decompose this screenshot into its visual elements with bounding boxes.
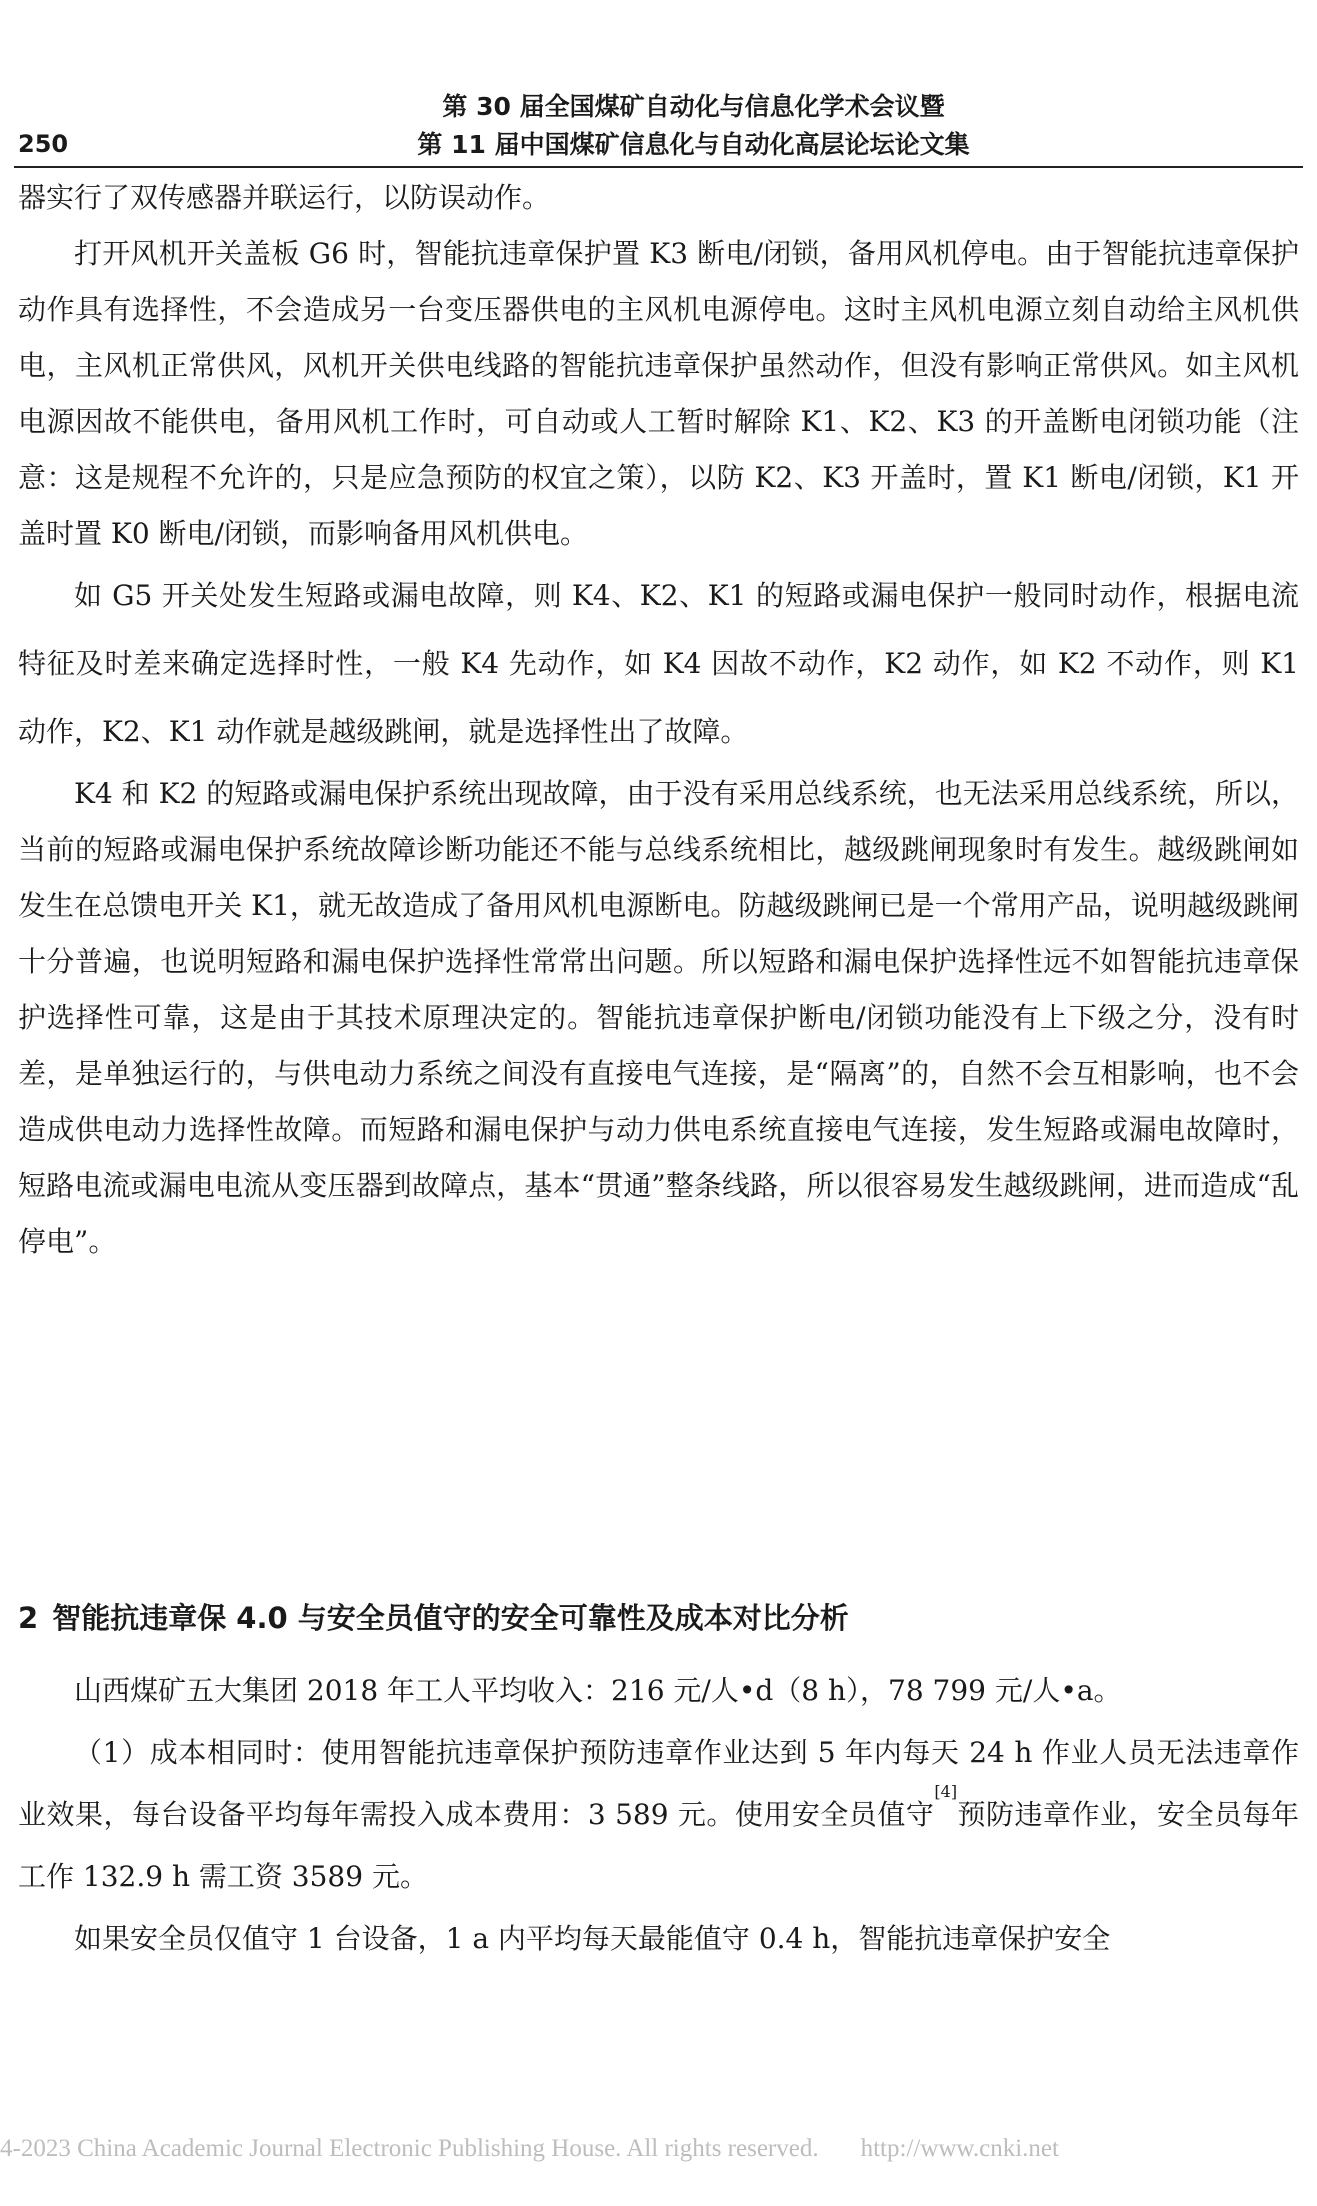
paragraph-text: （1）成本相同时：使用智能抗违章保护预防违章作业达到 5 年内每天 24 h 作业人员无法违章作业效果，每台设备平均每年需投入成本费用：3 589 元。使用安全员值守 (18, 1736, 1299, 1831)
paragraph: 如果安全员仅值守 1 台设备，1 a 内平均每天最能值守 0.4 h，智能抗违章保护安全 (74, 1922, 1111, 1955)
body-text (18, 170, 1299, 1270)
paragraph: 器实行了双传感器并联运行，以防误动作。 (18, 181, 551, 214)
section-number: 2 (18, 1601, 39, 1635)
header-title-line-2: 第 11 届中国煤矿信息化与自动化高层论坛论文集 (417, 130, 970, 159)
section-text (18, 1660, 1299, 1970)
header-title-line-1: 第 30 届全国煤矿自动化与信息化学术会议暨 (442, 92, 945, 121)
section-title: 智能抗违章保 4.0 与安全员值守的安全可靠性及成本对比分析 (52, 1601, 849, 1635)
page-number: 250 (18, 130, 69, 158)
section-heading (18, 1596, 863, 1637)
paragraph: 山西煤矿五大集团 2018 年工人平均收入：216 元/人•d（8 h），78 799 元/人•a。 (74, 1674, 1122, 1707)
paragraph: 打开风机开关盖板 G6 时，智能抗违章保护置 K3 断电/闭锁，备用风机停电。由于智能抗违章保护动作具有选择性，不会造成另一台变压器供电的主风机电源停电。这时主风机电源立刻自动给主风机供电，主风机正常供风，风机开关供电线路的智能抗违章保护虽然动作，但没有影响正常供风。如主风机电源因故不能供电，备用风机工作时，可自动或人工暂时解除 K1、K2、K3 的开盖断电闭锁功能（注意：这是规程不允许的，只是应急预防的权宜之策），以防 K2、K3 开盖时，置 K1 断电/闭锁，K1 开盖时置 K0 断电/闭锁，而影响备用风机供电。 (18, 237, 1299, 550)
citation-ref[interactable]: [4] (934, 1782, 958, 1801)
paragraph: 如 G5 开关处发生短路或漏电故障，则 K4、K2、K1 的短路或漏电保护一般同时动作，根据电流特征及时差来确定选择时性，一般 K4 先动作，如 K4 因故不动作，K2 动作，如 K2 不动作，则 K1 动作，K2、K1 动作就是越级跳闸，就是选择性出了故障。 (18, 579, 1299, 748)
footer-url[interactable]: http://www.cnki.net (860, 2135, 1059, 2162)
footer-watermark (0, 2135, 1059, 2163)
paragraph-text: 预防违章作业，安全员每年工作 132.9 h 需工资 3589 元。 (18, 1798, 1299, 1893)
paragraph: K4 和 K2 的短路或漏电保护系统出现故障，由于没有采用总线系统，也无法采用总线系统，所以，当前的短路或漏电保护系统故障诊断功能还不能与总线系统相比，越级跳闸现象时有发生。越级跳闸如发生在总馈电开关 K1，就无故造成了备用风机电源断电。防越级跳闸已是一个常用产品，说明越级跳闸十分普遍，也说明短路和漏电保护选择性常常出问题。所以短路和漏电保护选择性远不如智能抗违章保护选择性可靠，这是由于其技术原理决定的。智能抗违章保护断电/闭锁功能没有上下级之分，没有时差，是单独运行的，与供电动力系统之间没有直接电气连接，是“隔离”的，自然不会互相影响，也不会造成供电动力选择性故障。而短路和漏电保护与动力供电系统直接电气连接，发生短路或漏电故障时，短路电流或漏电电流从变压器到故障点，基本“贯通”整条线路，所以很容易发生越级跳闸，进而造成“乱停电”。 (18, 777, 1299, 1258)
running-header (0, 88, 1317, 164)
header-rule (14, 166, 1303, 168)
footer-copyright: 4-2023 China Academic Journal Electronic Publishing House. All rights reserved. (0, 2135, 819, 2162)
paragraph (18, 1722, 1299, 1908)
